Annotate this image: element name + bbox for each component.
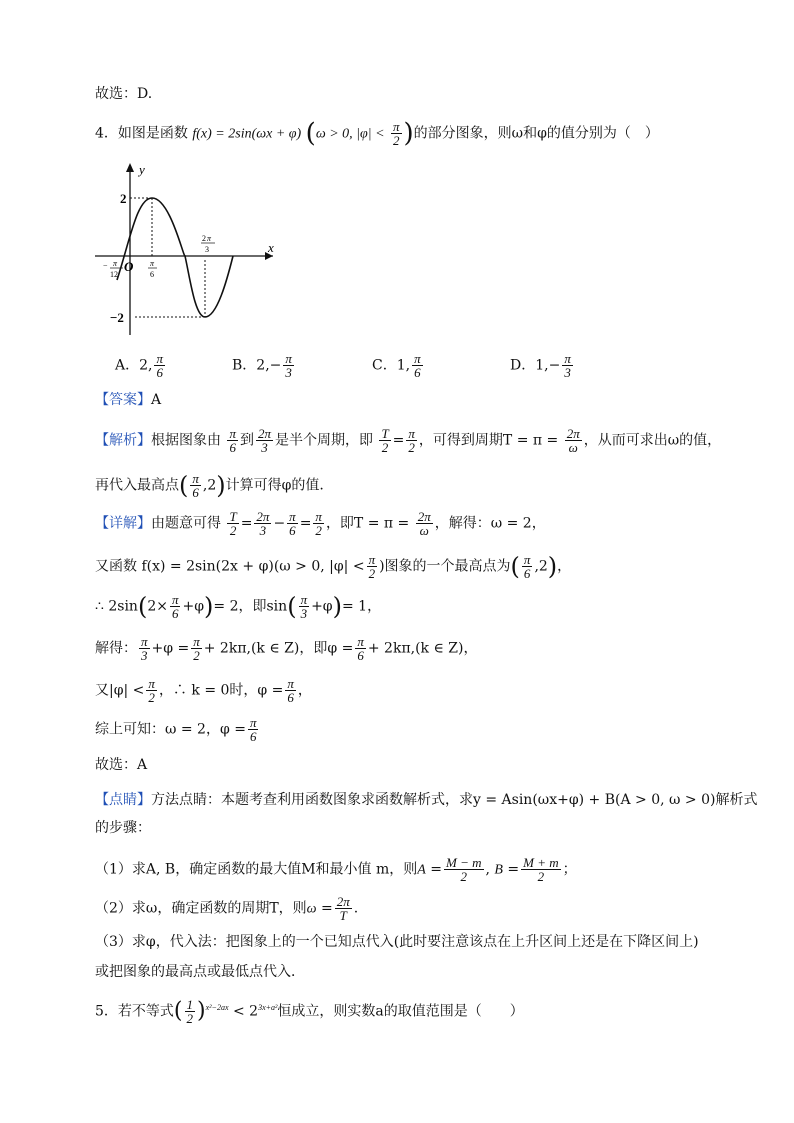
svg-text:3: 3 [205,245,209,254]
option-b: B．2,− $\frac{\pi}{3}$ [232,351,292,380]
svg-text:6: 6 [150,270,154,279]
question-5: 5．若不等式( $\frac{1}{2}$ )$^{x^2-2ax} < 2^{3x+a^2}$恒成立，则实数a的取值范围是（ ） [95,997,524,1027]
svg-text:π: π [207,234,212,243]
tick-neg2: −2 [110,310,124,325]
x-axis-label: x [268,240,274,255]
answer-line [95,390,161,410]
q4-suffix: 的部分图象，则ω和φ的值分别为（ ） [413,125,659,142]
detail-tag: 【详解】 [95,515,151,532]
detail-line-2: 又函数 f(x) = 2sin(2x + φ)(ω > 0, |φ| < $\frac{\pi}{2}$ )图象的一个最高点为( $\frac{\pi}{6}$ ,2)， [95,552,572,581]
tips-line-1: 【点睛】方法点睛：本题考查利用函数图象求函数解析式，求y = Asin(ωx+φ) + B(A > 0, ω > 0)解析式 [95,792,758,808]
q4-prefix: 4．如图是函数 [95,125,188,142]
svg-text:2: 2 [202,234,206,243]
tips-tag: 【点睛】 [95,792,151,808]
sine-graph [95,160,280,340]
svg-text:12: 12 [110,270,118,279]
svg-text:−: − [103,261,108,270]
y-axis-label: y [139,162,145,177]
option-d: D．1,− $\frac{\pi}{3}$ [510,351,571,380]
svg-text:π: π [150,259,155,268]
analysis-line-1: 【解析】根据图象由 $\frac{\pi}{6}$ 到 $\frac{2\pi}{3}$ 是半个周期，即 $\frac{T}{2}$ = $\frac{\pi}{2}$ ，可得到周期T = π = $\frac{2\pi}{\omega}$ ，从而可求出ω的值， [95,426,722,455]
tips-line-3: （1）求A, B，确定函数的最大值M和最小值 m，则A = $\frac{M - m}{2}$ , B = $\frac{M + m}{2}$ ； [95,855,577,884]
choose-a-line: 故选：A [95,757,148,773]
tips-line-4: （2）求ω，确定函数的周期T，则ω = $\frac{2\pi}{T}$ . [95,894,359,923]
tips-line-2: 的步骤： [95,820,151,836]
x-tick-pi6 [148,259,157,279]
q4-condition: ω > 0, |φ| < [315,126,385,142]
analysis-line-2: 再代入最高点( $\frac{\pi}{6}$ ,2)计算可得φ的值. [95,471,324,500]
detail-line-4: 解得： $\frac{\pi}{3}$ +φ = $\frac{\pi}{2}$ + 2kπ,(k ∈ Z)，即φ = $\frac{\pi}{6}$ + 2kπ,(k ∈ Z)， [95,634,478,663]
detail-line-5: 又|φ| < $\frac{\pi}{2}$ ，∴ k = 0时，φ = $\frac{\pi}{6}$ ， [95,676,312,705]
detail-line-1: 【详解】由题意可得 $\frac{T}{2}$ = $\frac{2\pi}{3}$ − $\frac{\pi}{6}$ = $\frac{\pi}{2}$ ，即T = π = $\frac{2\pi}{\omega}$ ，解得：ω = 2， [95,509,546,538]
question-4: 4．如图是函数 f(x) = 2sin(ωx + φ) (ω > 0, |φ| < $\frac{\pi}{2}$ )的部分图象，则ω和φ的值分别为（ ） [95,118,659,149]
detail-line-3: ∴ 2sin(2× $\frac{\pi}{6}$ +φ)= 2，即sin( $\frac{\pi}{3}$ +φ)= 1， [95,592,382,621]
answer-tag: 【答案】 [95,392,151,408]
origin-label: O [124,259,134,274]
option-c: C．1, $\frac{\pi}{6}$ [372,351,421,380]
tips-line-6: 或把图象的最高点或最低点代入． [95,964,305,980]
tips-line-5: （3）求φ，代入法：把图象上的一个已知点代入(此时要注意该点在上升区间上还是在下降区间上) [95,934,699,950]
option-a: A．2, $\frac{\pi}{6}$ [115,351,163,380]
q4-frac: $\frac{\pi}{2}$ [393,119,400,148]
prev-answer-line: 故选：D. [95,86,153,102]
q4-formula: f(x) = 2sin(ωx + φ) [192,126,302,142]
answer-value: A [151,392,162,408]
tick-2: 2 [120,191,127,206]
svg-text:π: π [113,259,118,268]
detail-line-6: 综上可知：ω = 2，φ = $\frac{\pi}{6}$ [95,715,257,744]
analysis-tag: 【解析】 [95,432,151,449]
x-tick-2pi3 [201,234,215,254]
